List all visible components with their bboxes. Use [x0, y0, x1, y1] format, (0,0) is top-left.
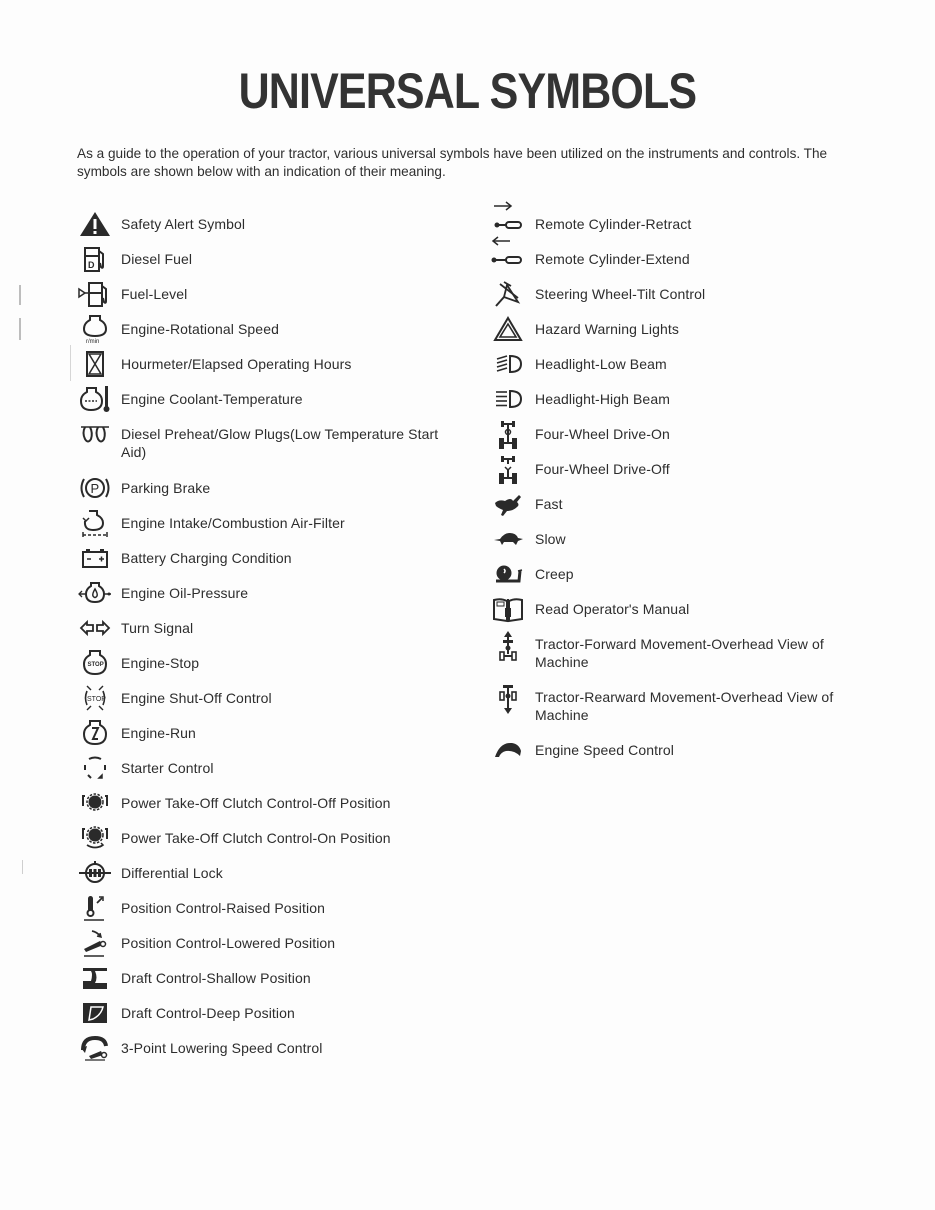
symbol-item: [77, 509, 345, 537]
pto-off-icon: [77, 789, 113, 817]
symbol-label: Engine-Stop: [121, 655, 200, 671]
symbol-item: [77, 544, 292, 572]
engine-rpm-icon: [77, 315, 113, 343]
symbol-item: [490, 350, 667, 378]
symbol-label: Slow: [535, 531, 566, 547]
symbol-item: [490, 455, 670, 485]
symbol-label: Safety Alert Symbol: [121, 216, 246, 232]
symbol-item: [77, 315, 279, 343]
symbol-label: Fast: [535, 496, 563, 512]
symbol-item: [77, 999, 295, 1027]
symbol-label: Creep: [535, 566, 574, 582]
symbol-label: Diesel Fuel: [121, 251, 193, 267]
scan-mark: [22, 860, 23, 874]
steering-tilt-icon: [490, 280, 526, 308]
symbol-item: [490, 736, 674, 764]
parking-brake-icon: [77, 474, 113, 502]
cylinder-extend-icon: [490, 233, 526, 273]
symbol-item: [490, 525, 566, 553]
symbol-label: Draft Control-Shallow Position: [121, 970, 311, 986]
svg-text:STOP: STOP: [87, 662, 104, 668]
symbol-label: Tractor-Rearward Movement-Overhead View of Machine: [535, 689, 834, 723]
symbol-label: Engine Speed Control: [535, 742, 674, 758]
symbol-label: Engine Shut-Off Control: [121, 690, 272, 706]
rabbit-fast-icon: [490, 490, 526, 518]
turn-signal-icon: [77, 614, 113, 642]
symbol-label: Power Take-Off Clutch Control-Off Position: [121, 795, 391, 811]
4wd-off-icon: [490, 455, 526, 485]
symbol-item: [490, 315, 679, 343]
symbol-label: 3-Point Lowering Speed Control: [121, 1040, 323, 1056]
symbol-label: Engine Oil-Pressure: [121, 585, 249, 601]
symbol-label: Differential Lock: [121, 865, 223, 881]
symbol-item: [490, 198, 691, 238]
symbol-item: [77, 684, 272, 712]
symbol-label: Four-Wheel Drive-On: [535, 426, 670, 442]
svg-text:r/min: r/min: [86, 339, 100, 344]
high-beam-icon: [490, 385, 526, 413]
symbol-item: [77, 579, 248, 607]
diesel-fuel-icon: [77, 245, 113, 273]
hazard-lights-icon: [490, 315, 526, 343]
symbol-item: [77, 649, 199, 677]
symbol-label: Headlight-High Beam: [535, 391, 670, 407]
symbol-item: [77, 894, 325, 922]
oil-pressure-icon: [77, 579, 113, 607]
battery-icon: [77, 544, 113, 572]
symbol-label: Headlight-Low Beam: [535, 356, 667, 372]
symbol-item: [490, 630, 865, 671]
snail-creep-icon: [490, 560, 526, 588]
symbol-item: [77, 754, 214, 782]
low-beam-icon: [490, 350, 526, 378]
starter-icon: [77, 754, 113, 782]
engine-speed-control-icon: [490, 736, 526, 764]
hourglass-icon: [77, 350, 113, 378]
symbol-item: [490, 560, 574, 588]
symbol-label: Draft Control-Deep Position: [121, 1005, 295, 1021]
engine-shutoff-icon: [77, 684, 113, 712]
symbol-item: [490, 280, 705, 308]
page-title: UNIVERSAL SYMBOLS: [238, 63, 697, 119]
lowering-speed-icon: [77, 1034, 113, 1062]
differential-lock-icon: [77, 859, 113, 887]
symbol-item: [77, 824, 391, 852]
symbol-label: Position Control-Lowered Position: [121, 935, 336, 951]
fuel-level-icon: [77, 280, 113, 308]
tractor-rearward-icon: [490, 683, 526, 715]
symbol-label: Read Operator's Manual: [535, 601, 690, 617]
symbol-item: [490, 420, 670, 450]
symbol-label: Tractor-Forward Movement-Overhead View of Machine: [535, 636, 824, 670]
svg-text:D: D: [88, 260, 95, 270]
safety-alert-icon: [77, 210, 113, 238]
symbol-label: Engine Intake/Combustion Air-Filter: [121, 515, 345, 531]
symbol-label: Engine-Rotational Speed: [121, 321, 279, 337]
svg-text:P: P: [90, 481, 100, 496]
engine-run-icon: [77, 719, 113, 747]
symbol-label: Four-Wheel Drive-Off: [535, 461, 670, 477]
symbol-label: Parking Brake: [121, 480, 211, 496]
position-lowered-icon: [77, 929, 113, 957]
scan-mark: [19, 285, 21, 305]
symbol-label: Turn Signal: [121, 620, 194, 636]
symbol-item: [490, 233, 690, 273]
symbol-label: Diesel Preheat/Glow Plugs(Low Temperature Start Aid): [121, 426, 439, 460]
symbol-item: [77, 719, 196, 747]
cylinder-retract-icon: [490, 198, 526, 238]
symbol-label: Engine-Run: [121, 725, 196, 741]
operator-manual-icon: [490, 595, 526, 623]
scan-mark: [19, 318, 21, 340]
symbol-item: [77, 420, 461, 461]
draft-shallow-icon: [77, 964, 113, 992]
symbol-item: [490, 385, 670, 413]
scan-mark: [70, 345, 71, 381]
symbol-item: [77, 789, 391, 817]
symbol-item: [77, 859, 223, 887]
symbol-item: [490, 490, 563, 518]
symbol-item: [77, 245, 192, 273]
tractor-forward-icon: [490, 630, 526, 662]
draft-deep-icon: [77, 999, 113, 1027]
symbol-item: [77, 614, 193, 642]
turtle-slow-icon: [490, 525, 526, 553]
symbol-label: Remote Cylinder-Retract: [535, 216, 692, 232]
position-raised-icon: [77, 894, 113, 922]
symbol-label: Hazard Warning Lights: [535, 321, 679, 337]
4wd-on-icon: [490, 420, 526, 450]
symbol-item: [490, 683, 865, 724]
symbol-label: Starter Control: [121, 760, 214, 776]
symbol-item: [77, 350, 352, 378]
symbol-item: [77, 929, 335, 957]
svg-text:STOP: STOP: [87, 696, 106, 703]
symbol-label: Position Control-Raised Position: [121, 900, 325, 916]
air-filter-icon: [77, 509, 113, 537]
symbol-label: Power Take-Off Clutch Control-On Position: [121, 830, 391, 846]
symbol-label: Fuel-Level: [121, 286, 188, 302]
coolant-temperature-icon: [77, 385, 113, 413]
symbol-label: Engine Coolant-Temperature: [121, 391, 303, 407]
symbol-item: [77, 964, 311, 992]
symbol-label: Steering Wheel-Tilt Control: [535, 286, 706, 302]
symbol-label: Hourmeter/Elapsed Operating Hours: [121, 356, 352, 372]
symbol-label: Remote Cylinder-Extend: [535, 251, 690, 267]
symbol-item: [77, 1034, 322, 1062]
engine-stop-icon: [77, 649, 113, 677]
glow-plug-icon: [77, 420, 113, 448]
symbol-item: [77, 210, 245, 238]
symbol-item: [77, 474, 210, 502]
symbol-label: Battery Charging Condition: [121, 550, 292, 566]
pto-on-icon: [77, 824, 113, 852]
intro-paragraph: As a guide to the operation of your tractor, various universal symbols have been utilized on the instruments and controls. The symbols are shown below with an indication of their meaning.: [77, 146, 828, 179]
symbol-item: [77, 385, 303, 413]
symbol-item: [490, 595, 689, 623]
symbol-item: [77, 280, 187, 308]
